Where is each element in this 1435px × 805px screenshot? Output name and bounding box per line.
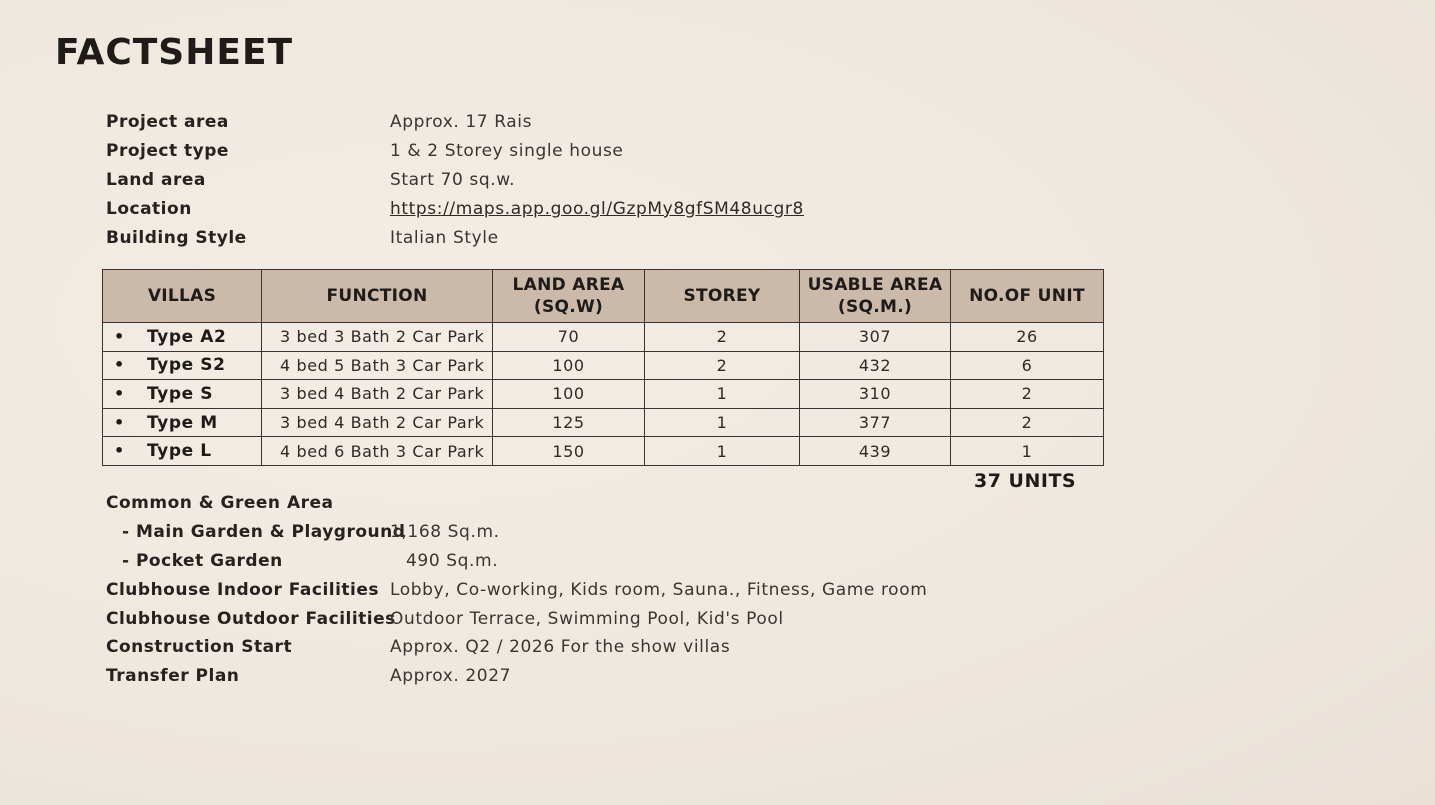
usable-area-cell: 377 [800,408,951,437]
fact-row-project-area [106,108,1006,137]
fact-value: Approx. Q2 / 2026 For the show villas [390,637,731,658]
storey-cell: 1 [645,408,800,437]
fact-row-clubhouse-outdoor [106,604,1006,633]
table-row [103,408,1104,437]
villa-type-cell: • Type L [103,437,262,466]
units-cell: 2 [951,408,1104,437]
villa-type-cell: • Type S [103,380,262,409]
land-area-cell: 70 [493,323,645,352]
function-cell: 3 bed 3 Bath 2 Car Park [262,323,493,352]
fact-label: Clubhouse Outdoor Facilities [106,608,396,629]
function-cell: 3 bed 4 Bath 2 Car Park [262,408,493,437]
function-cell: 3 bed 4 Bath 2 Car Park [262,380,493,409]
table-row [103,437,1104,466]
bullet-icon: • [114,412,125,432]
table-row [103,380,1104,409]
fact-value: 490 Sq.m. [406,550,499,571]
total-units: 37 UNITS [974,470,1077,492]
storey-cell: 2 [645,323,800,352]
bullet-icon: • [114,383,125,403]
fact-label: Project type [106,141,229,162]
fact-row-clubhouse-indoor [106,575,1006,604]
page-title: FACTSHEET [55,32,294,73]
units-cell: 2 [951,380,1104,409]
units-cell: 26 [951,323,1104,352]
villa-types-table [102,269,1104,466]
villa-type-cell: • Type S2 [103,351,262,380]
units-cell: 6 [951,351,1104,380]
usable-area-cell: 310 [800,380,951,409]
fact-value: Approx. 17 Rais [390,112,533,133]
bullet-icon: • [114,326,125,346]
column-header-function: FUNCTION [262,270,493,323]
fact-label: Construction Start [106,637,293,658]
column-header-villas: VILLAS [103,270,262,323]
storey-cell: 1 [645,380,800,409]
column-header-units: NO.OF UNIT [951,270,1104,323]
table-row [103,323,1104,352]
land-area-cell: 125 [493,408,645,437]
fact-row-land-area [106,166,1006,195]
fact-row-common-area [106,489,1006,518]
column-header-land-area: LAND AREA (SQ.W) [493,270,645,323]
fact-label: Land area [106,169,206,190]
fact-row-main-garden [106,518,1006,547]
usable-area-cell: 439 [800,437,951,466]
fact-label: Clubhouse Indoor Facilities [106,579,380,600]
table-row [103,351,1104,380]
fact-value: Approx. 2027 [390,666,512,687]
fact-row-location [106,194,1006,223]
fact-value: Italian Style [390,227,499,248]
fact-value: 1 & 2 Storey single house [390,141,624,162]
fact-label: Building Style [106,227,247,248]
fact-value: 1,168 Sq.m. [390,522,500,543]
fact-value: Lobby, Co-working, Kids room, Sauna., Fitness, Game room [390,579,928,600]
land-area-cell: 100 [493,351,645,380]
bullet-icon: • [114,355,125,375]
land-area-cell: 150 [493,437,645,466]
fact-label: Transfer Plan [106,666,240,687]
function-cell: 4 bed 6 Bath 3 Car Park [262,437,493,466]
villa-type-cell: • Type M [103,408,262,437]
land-area-cell: 100 [493,380,645,409]
fact-row-project-type [106,137,1006,166]
fact-label: Project area [106,112,229,133]
villa-type-cell: • Type A2 [103,323,262,352]
fact-row-pocket-garden [106,547,1006,576]
table-header-row [103,270,1104,323]
column-header-storey: STOREY [645,270,800,323]
fact-value: Outdoor Terrace, Swimming Pool, Kid's Pool [390,608,784,629]
location-link[interactable]: https://maps.app.goo.gl/GzpMy8gfSM48ucgr8 [390,198,804,219]
amenity-facts [106,489,1006,691]
fact-label: Common & Green Area [106,493,334,514]
fact-label: - Pocket Garden [122,550,283,571]
usable-area-cell: 432 [800,351,951,380]
units-cell: 1 [951,437,1104,466]
fact-label: Location [106,198,192,219]
project-facts [106,108,1006,252]
fact-row-transfer-plan [106,662,1006,691]
storey-cell: 2 [645,351,800,380]
bullet-icon: • [114,441,125,461]
usable-area-cell: 307 [800,323,951,352]
column-header-usable-area: USABLE AREA (SQ.M.) [800,270,951,323]
fact-row-construction-start [106,633,1006,662]
storey-cell: 1 [645,437,800,466]
function-cell: 4 bed 5 Bath 3 Car Park [262,351,493,380]
fact-label: - Main Garden & Playground [122,522,406,543]
fact-row-building-style [106,223,1006,252]
fact-value: Start 70 sq.w. [390,169,516,190]
